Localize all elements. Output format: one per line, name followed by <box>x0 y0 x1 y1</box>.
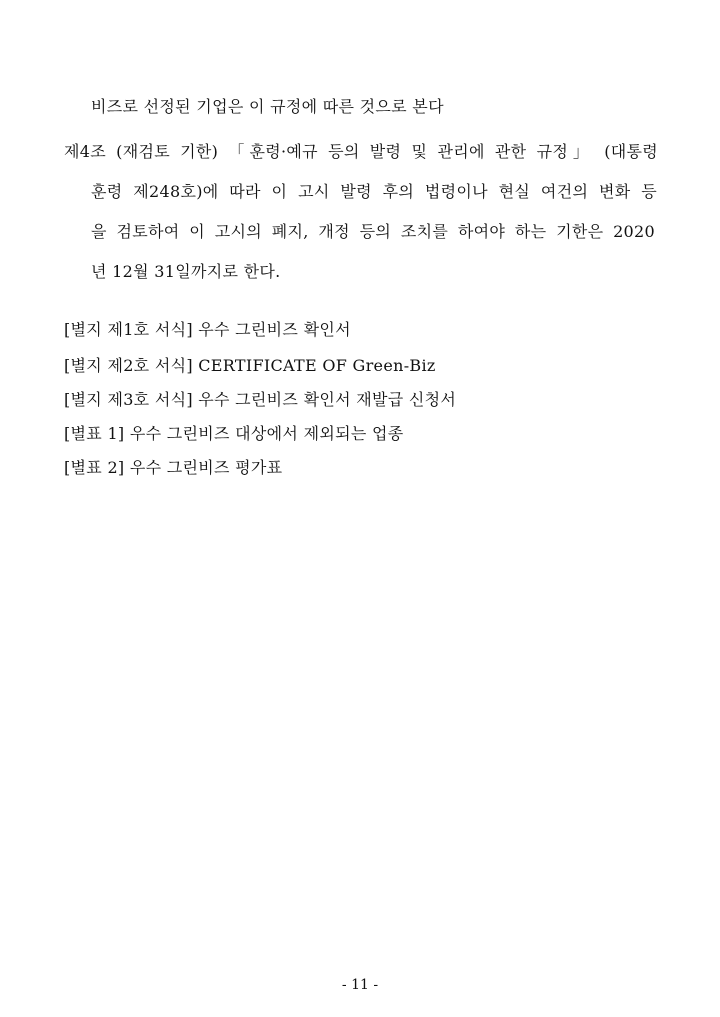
attachment-item: [별지 제3호 서식] 우수 그린비즈 확인서 재발급 신청서 <box>64 390 457 409</box>
attachment-item: [별표 2] 우수 그린비즈 평가표 <box>64 458 283 477</box>
article-4-body-line: 훈령 제248호)에 따라 이 고시 발령 후의 법령이나 현실 여건의 변화 등 <box>91 182 657 201</box>
article-4-body-line: 년 12월 31일까지로 한다. <box>91 262 281 281</box>
attachment-item: [별표 1] 우수 그린비즈 대상에서 제외되는 업종 <box>64 424 404 443</box>
attachment-item: [별지 제1호 서식] 우수 그린비즈 확인서 <box>64 320 351 339</box>
article-4-body-line: 을 검토하여 이 고시의 폐지, 개정 등의 조치를 하여야 하는 기한은 2020 <box>91 222 655 241</box>
article-4-heading-line: 제4조 (재검토 기한) 「훈령·예규 등의 발령 및 관리에 관한 규정」 (대통령 <box>64 142 658 161</box>
page-number: - 11 - <box>341 977 379 993</box>
continuation-line: 비즈로 선정된 기업은 이 규정에 따른 것으로 본다 <box>91 97 444 116</box>
attachment-item: [별지 제2호 서식] CERTIFICATE OF Green-Biz <box>64 356 436 375</box>
